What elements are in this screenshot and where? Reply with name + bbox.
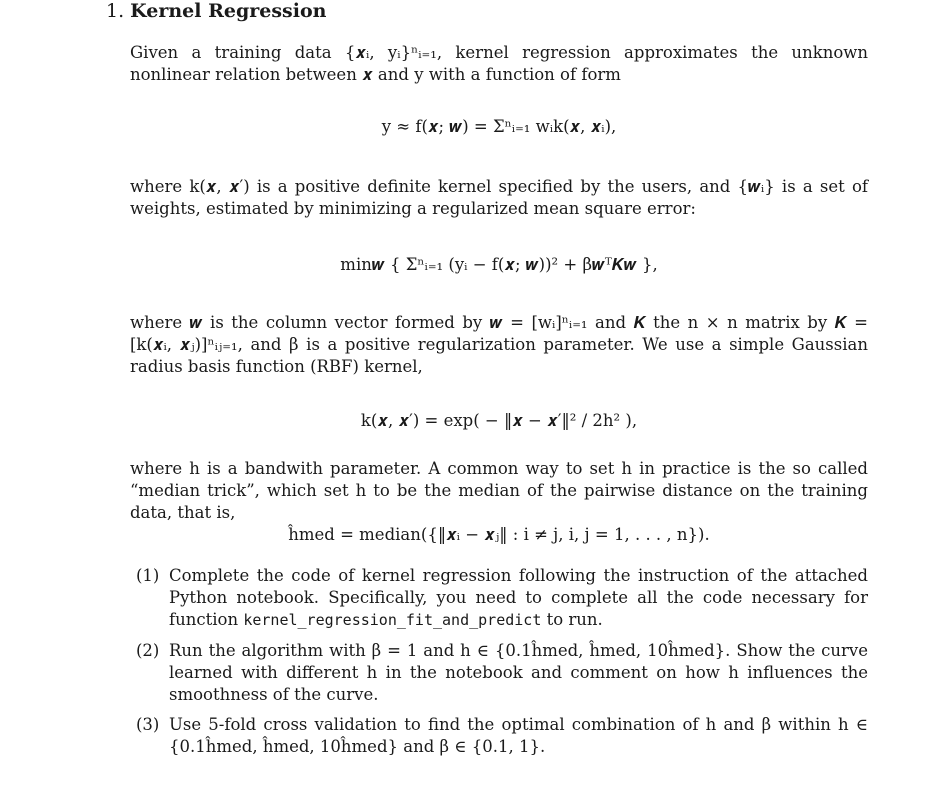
- task-label: (2): [136, 641, 160, 660]
- function-name-code: kernel_regression_fit_and_predict: [243, 611, 542, 629]
- model-equation-text: y ≈ f(𝒙; 𝒘) = Σⁿᵢ₌₁ wᵢk(𝒙, 𝒙ᵢ),: [381, 117, 617, 136]
- kernel-equation: [130, 410, 868, 432]
- median-equation: [130, 524, 868, 546]
- section-number: 1.: [106, 0, 125, 22]
- task-label: (3): [136, 715, 160, 734]
- task-item-1: [136, 565, 868, 631]
- bandwidth-paragraph: where h is a bandwith parameter. A common way to set h in practice is the so called “median trick”, which set h to be the median of the pairwise distance on the training data, that is,: [130, 459, 868, 522]
- objective-equation: [130, 254, 868, 276]
- intro-paragraph: Given a training data {𝒙ᵢ, yᵢ}ⁿᵢ₌₁, kernel regression approximates the unknown nonlinear relation between 𝒙 and y with a function of form: [130, 43, 868, 84]
- task-body: Run the algorithm with β = 1 and h ∈ {0.1ĥmed, ĥmed, 10ĥmed}. Show the curve learned with different h in the notebook and comment on how h influences the smoothness of the curve.: [169, 641, 868, 704]
- model-equation: [130, 116, 868, 138]
- kernel-equation-text: k(𝒙, 𝒙′) = exp( − ‖𝒙 − 𝒙′‖² / 2h² ),: [360, 411, 638, 430]
- task-body: [169, 565, 868, 631]
- task-item-2: [136, 640, 868, 706]
- objective-equation-text: min𝒘 { Σⁿᵢ₌₁ (yᵢ − f(𝒙; 𝒘))² + β𝒘ᵀ𝑲𝒘 },: [340, 255, 658, 274]
- task-item-3: [136, 714, 868, 758]
- kernel-paragraph: where k(𝒙, 𝒙′) is a positive definite kernel specified by the users, and {𝒘ᵢ} is a set of weights, estimated by minimizing a regularized mean square error:: [130, 177, 868, 218]
- task-text-end: to run.: [541, 610, 603, 629]
- task-body: Use 5-fold cross validation to find the optimal combination of h and β within h ∈ {0.1ĥmed, ĥmed, 10ĥmed} and β ∈ {0.1, 1}.: [169, 715, 868, 756]
- section-title: Kernel Regression: [130, 0, 327, 22]
- section-heading: [106, 0, 326, 22]
- definition-paragraph: where 𝒘 is the column vector formed by 𝒘 = [wᵢ]ⁿᵢ₌₁ and 𝑲 the n × n matrix by 𝑲 = [k(𝒙ᵢ, 𝒙ⱼ)]ⁿᵢⱼ₌₁, and β is a positive regularization parameter. We use a simple Gaussian radius basis function (RBF) kernel,: [130, 313, 868, 376]
- task-text: Complete the code of kernel regression following the instruction of the attached Python notebook. Specifically, you need to complete all the code necessary for function: [169, 566, 868, 629]
- median-equation-text: ĥmed = median({‖𝒙ᵢ − 𝒙ⱼ‖ : i ≠ j, i, j = 1, . . . , n}).: [288, 525, 710, 544]
- task-label: (1): [136, 566, 160, 585]
